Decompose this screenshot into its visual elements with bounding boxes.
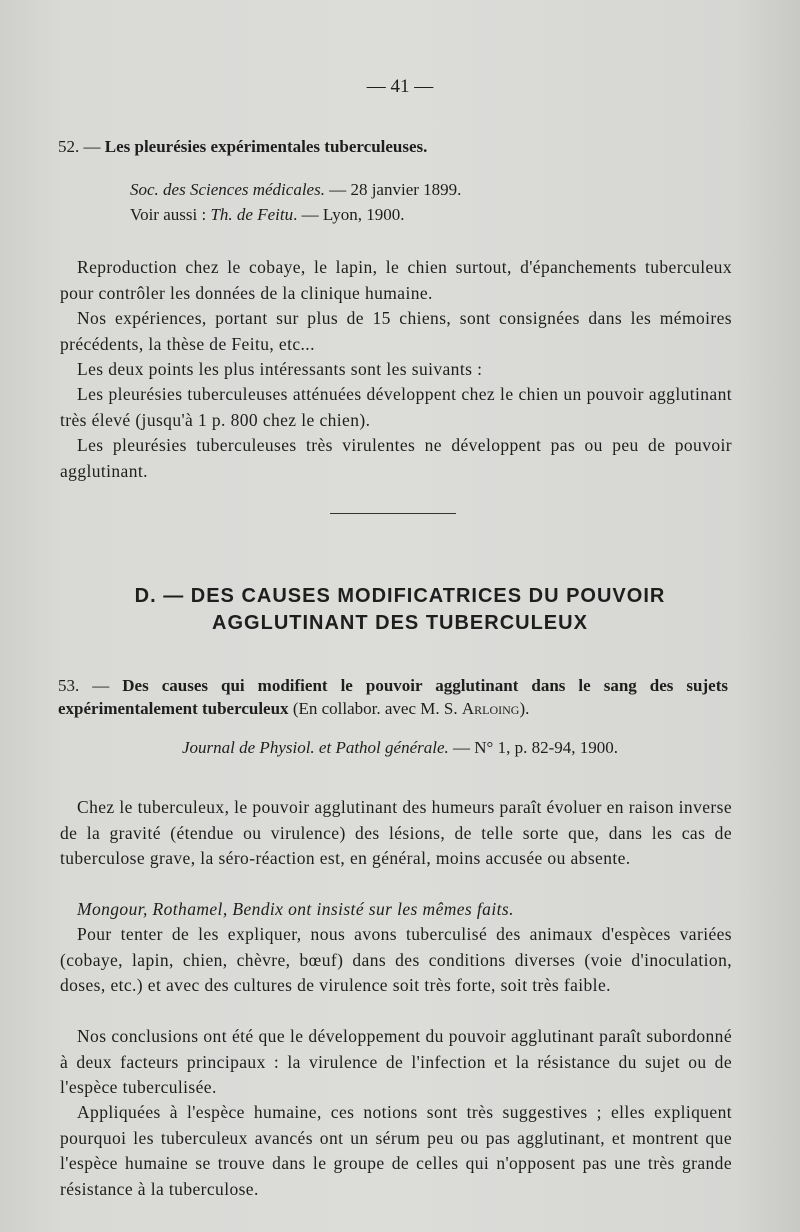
entry-52-ref1-journal: Soc. des Sciences médicales. xyxy=(130,180,325,199)
entry-53-heading xyxy=(58,674,728,720)
entry-52-dash: — xyxy=(79,137,105,156)
entry-52-reference-2 xyxy=(130,205,405,225)
entry-53-paragraph: Nos conclusions ont été que le développement du pouvoir agglutinant paraît subordonné à deux facteurs principaux : la virulence de l'infection et la résistance du sujet ou de l'espèce tuberculisée. xyxy=(60,1026,732,1097)
section-divider xyxy=(330,513,456,514)
entry-53-paragraph: Appliquées à l'espèce humaine, ces notions sont très suggestives ; elles expliquent pourquoi les tuberculeux avancés ont un sérum peu ou pas agglutinant, et montrent que l'espèce humaine se trouve dans le groupe de celles qui n'opposent pas une très grande résistance à la tuberculose. xyxy=(60,1102,732,1199)
entry-53-number: 53. xyxy=(58,676,80,695)
entry-52-ref2-thesis: Th. de Feitu xyxy=(210,205,294,224)
entry-52-reference-1 xyxy=(130,180,461,200)
page-number: — 41 — xyxy=(366,76,434,97)
entry-52-paragraph: Les pleurésies tuberculeuses très virulentes ne développent pas ou peu de pouvoir agglutinant. xyxy=(60,435,732,481)
entry-53-collab-end: ). xyxy=(519,699,530,718)
entry-52-number: 52. xyxy=(58,137,80,156)
entry-53-dash: — xyxy=(79,676,123,695)
entry-52-paragraph: Les pleurésies tuberculeuses atténuées développent chez le chien un pouvoir agglutinant très élevé (jusqu'à 1 p. 800 chez le chien). xyxy=(60,384,732,430)
entry-52-ref1-date: — 28 janvier 1899. xyxy=(324,180,462,199)
entry-53-collab-name: Arloing xyxy=(461,699,520,718)
entry-53-reference xyxy=(0,738,800,758)
section-heading-line-2: AGGLUTINANT DES TUBERCULEUX xyxy=(212,612,588,634)
entry-52-paragraph: Nos expériences, portant sur plus de 15 chiens, sont consignées dans les mémoires précédents, la thèse de Feitu, etc... xyxy=(60,308,732,354)
entry-53-paragraph-italic: Mongour, Rothamel, Bendix ont insisté sur les mêmes faits. xyxy=(77,899,514,919)
entry-52-title: Les pleurésies expérimentales tuberculeuses. xyxy=(104,137,428,156)
entry-53-collab: (En collabor. avec M. S. xyxy=(288,699,462,718)
entry-53-paragraph: Pour tenter de les expliquer, nous avons tuberculisé des animaux d'espèces variées (cobaye, lapin, chien, chèvre, bœuf) dans des conditions diverses (voie d'inoculation, doses, etc.) et avec des cultures de virulence soit très forte, soit très faible. xyxy=(60,924,732,995)
entry-52-paragraph: Les deux points les plus intéressants sont les suivants : xyxy=(77,359,483,379)
entry-53-paragraph: Chez le tuberculeux, le pouvoir agglutinant des humeurs paraît évoluer en raison inverse de la gravité (étendue ou virulence) des lésions, de telle sorte que, dans les cas de tuberculose grave, la séro-réaction est, en général, moins accusée ou absente. xyxy=(60,797,732,868)
entry-53-title: Des causes qui modifient le pouvoir agglutinant dans le sang des sujets expérimentalement tuberculeux xyxy=(58,676,728,718)
entry-52-ref2-pre: Voir aussi : xyxy=(130,205,211,224)
entry-53-ref-details: — N° 1, p. 82-94, 1900. xyxy=(448,738,618,757)
entry-53-journal: Journal de Physiol. et Pathol générale. xyxy=(182,738,449,757)
entry-52-paragraph: Reproduction chez le cobaye, le lapin, le chien surtout, d'épanchements tuberculeux pour contrôler les données de la clinique humaine. xyxy=(60,257,732,303)
section-d-heading xyxy=(60,583,740,637)
entry-52-ref2-rest: . — Lyon, 1900. xyxy=(293,205,405,224)
section-heading-line-1: D. — DES CAUSES MODIFICATRICES DU POUVOIR xyxy=(134,585,666,607)
entry-52-heading xyxy=(58,137,427,157)
